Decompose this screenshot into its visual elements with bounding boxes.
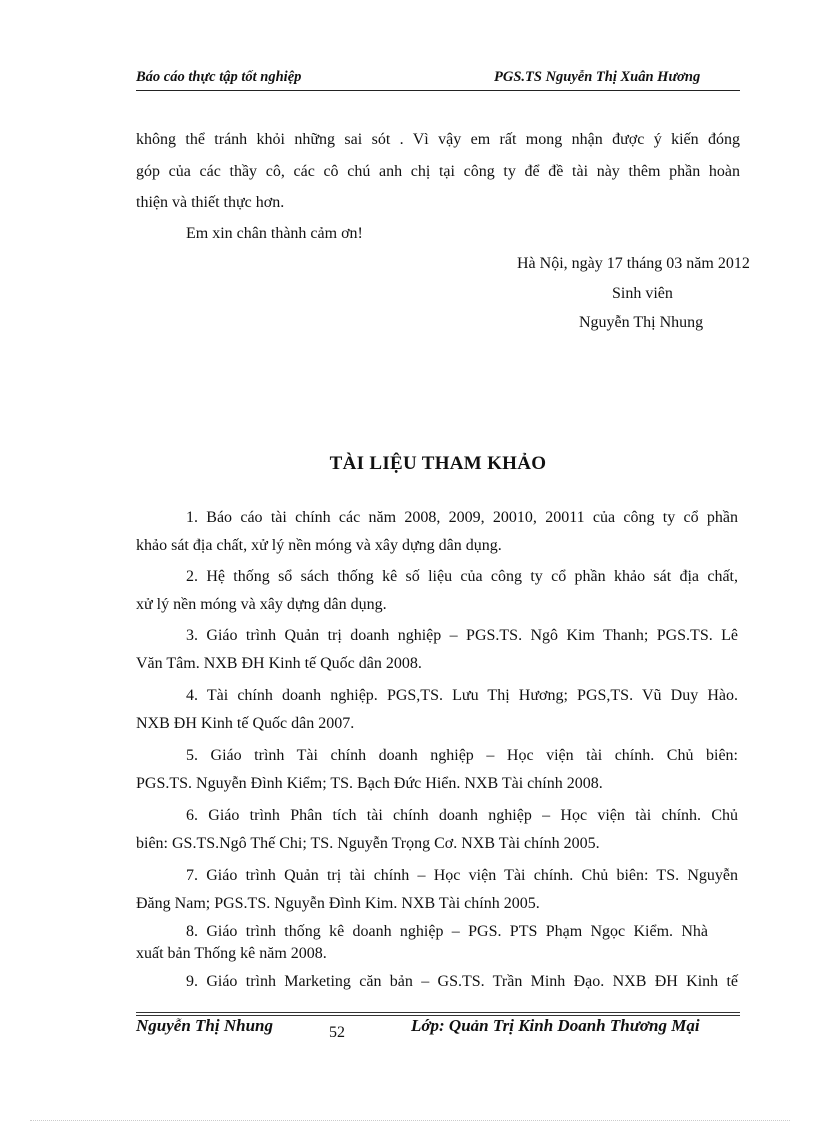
reference-item-1 bbox=[136, 504, 738, 560]
reference-item-6-first: 6. Giáo trình Phân tích tài chính doanh nghiệp – Học viện tài chính. Chủ bbox=[186, 807, 738, 824]
reference-item-7 bbox=[136, 862, 738, 918]
reference-item-9-first: 9. Giáo trình Marketing căn bản – GS.TS. Trần Minh Đạo. NXB ĐH Kinh tế bbox=[186, 973, 738, 990]
reference-item-4 bbox=[136, 682, 738, 738]
reference-item-4-first: 4. Tài chính doanh nghiệp. PGS,TS. Lưu Thị Hương; PGS,TS. Vũ Duy Hào. bbox=[186, 687, 738, 704]
footer-author: Nguyễn Thị Nhung bbox=[136, 1016, 273, 1035]
reference-item-8-rest: xuất bản Thống kê năm 2008. bbox=[136, 945, 327, 962]
intro-line-3: thiện và thiết thực hơn. bbox=[136, 194, 285, 211]
reference-item-6 bbox=[136, 802, 738, 858]
reference-item-7-rest: Đăng Nam; PGS.TS. Nguyễn Đình Kim. NXB Tài chính 2005. bbox=[136, 895, 540, 912]
header-left-title: Báo cáo thực tập tốt nghiệp bbox=[136, 69, 302, 85]
reference-item-2-first: 2. Hệ thống sổ sách thống kê số liệu của công ty cổ phần khảo sát địa chất, bbox=[186, 568, 738, 585]
reference-item-7-first: 7. Giáo trình Quản trị tài chính – Học viện Tài chính. Chủ biên: TS. Nguyễn bbox=[186, 867, 738, 884]
reference-item-3-first: 3. Giáo trình Quản trị doanh nghiệp – PGS.TS. Ngô Kim Thanh; PGS.TS. Lê bbox=[186, 627, 738, 644]
page-bottom-dotted-rule bbox=[30, 1120, 790, 1121]
thanks-line: Em xin chân thành cảm ơn! bbox=[186, 225, 363, 242]
reference-item-3 bbox=[136, 622, 738, 678]
reference-item-9 bbox=[136, 968, 738, 996]
reference-item-5 bbox=[136, 742, 738, 798]
reference-item-5-first: 5. Giáo trình Tài chính doanh nghiệp – Học viện tài chính. Chủ biên: bbox=[186, 747, 738, 764]
reference-item-3-rest: Văn Tâm. NXB ĐH Kinh tế Quốc dân 2008. bbox=[136, 655, 422, 672]
place-date: Hà Nội, ngày 17 tháng 03 năm 2012 bbox=[517, 255, 750, 272]
reference-item-5-rest: PGS.TS. Nguyễn Đình Kiểm; TS. Bạch Đức Hiển. NXB Tài chính 2008. bbox=[136, 775, 603, 792]
reference-item-6-rest: biên: GS.TS.Ngô Thế Chi; TS. Nguyễn Trọng Cơ. NXB Tài chính 2005. bbox=[136, 835, 600, 852]
references-title: TÀI LIỆU THAM KHẢO bbox=[329, 453, 547, 474]
reference-item-2 bbox=[136, 563, 738, 619]
header-right-author: PGS.TS Nguyễn Thị Xuân Hương bbox=[494, 69, 701, 85]
signature-name: Nguyễn Thị Nhung bbox=[579, 314, 704, 331]
reference-item-1-rest: khảo sát địa chất, xử lý nền móng và xây dựng dân dụng. bbox=[136, 537, 502, 554]
reference-item-4-rest: NXB ĐH Kinh tế Quốc dân 2007. bbox=[136, 715, 355, 732]
intro-line-1: không thể tránh khỏi những sai sót . Vì vậy em rất mong nhận được ý kiến đóng bbox=[136, 131, 740, 148]
page-number: 52 bbox=[329, 1024, 345, 1041]
header-divider bbox=[136, 90, 740, 91]
intro-line-2: góp của các thầy cô, các cô chú anh chị tại công ty để đề tài này thêm phần hoàn bbox=[136, 163, 740, 180]
reference-item-1-first: 1. Báo cáo tài chính các năm 2008, 2009, 20010, 20011 của công ty cổ phần bbox=[186, 509, 738, 526]
signature-role: Sinh viên bbox=[612, 285, 673, 302]
reference-item-8 bbox=[136, 921, 708, 965]
footer-divider-top bbox=[136, 1012, 740, 1013]
footer-class: Lớp: Quản Trị Kinh Doanh Thương Mại bbox=[411, 1016, 700, 1035]
reference-item-2-rest: xử lý nền móng và xây dựng dân dụng. bbox=[136, 596, 387, 613]
reference-item-8-first: 8. Giáo trình thống kê doanh nghiệp – PGS. PTS Phạm Ngọc Kiểm. Nhà bbox=[186, 923, 708, 940]
